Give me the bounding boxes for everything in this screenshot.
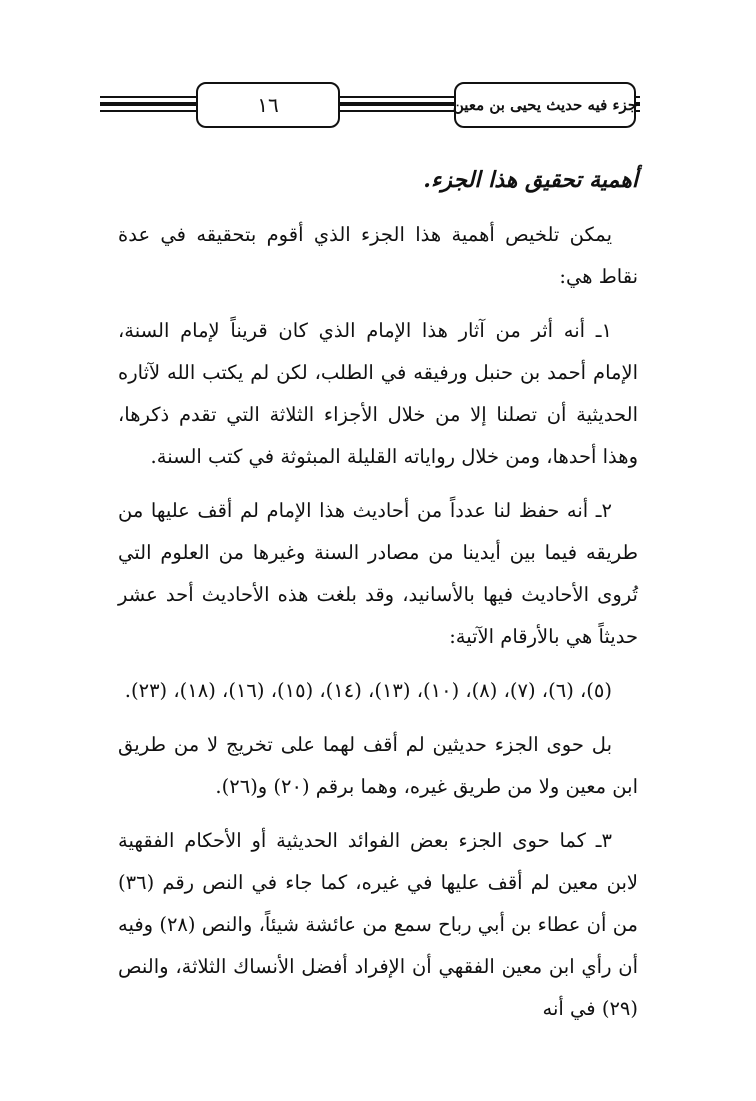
book-title: جزء فيه حديث يحيى بن معين <box>454 82 636 128</box>
page-body <box>118 160 638 1042</box>
section-heading: أهمية تحقيق هذا الجزء. <box>423 167 638 193</box>
paragraph-point-2: ٢ـ أنه حفظ لنا عدداً من أحاديث هذا الإمام لم أقف عليها من طريقه فيما بين أيدينا من مصادر السنة وغيرها من العلوم التي تُروى الأحاديث فيها بالأسانيد، وقد بلغت هذه الأحاديث أحد عشر حديثاً هي بالأرقام الآتية: <box>118 499 638 648</box>
paragraph-hadith-numbers: (٥)، (٦)، (٧)، (٨)، (١٠)، (١٣)، (١٤)، (١٥)، (١٦)، (١٨)، (٢٣). <box>124 679 612 702</box>
paragraph-point-3: ٣ـ كما حوى الجزء بعض الفوائد الحديثية أو الأحكام الفقهية لابن معين لم أقف عليها في غيره، كما جاء في النص رقم (٣٦) من أن عطاء بن أبي رباح سمع من عائشة شيئاً، والنص (٢٨) وفيه أن رأي ابن معين الفقهي أن الإفراد أفضل الأنساك الثلاثة، والنص (٢٩) في أنه <box>118 829 638 1020</box>
paragraph-two-hadiths: بل حوى الجزء حديثين لم أقف لهما على تخريج لا من طريق ابن معين ولا من طريق غيره، وهما برقم (٢٠) و(٢٦). <box>118 733 638 798</box>
page-header <box>100 82 640 138</box>
paragraph-point-1: ١ـ أنه أثر من آثار هذا الإمام الذي كان قريناً لإمام السنة، الإمام أحمد بن حنبل ورفيقه في الطلب، لكن لم يكتب الله لآثاره الحديثية أن تصلنا إلا من خلال الأجزاء الثلاثة التي تقدم ذكرها، وهذا أحدها، ومن خلال رواياته القليلة المبثوثة في كتب السنة. <box>118 319 638 468</box>
page-number: ١٦ <box>196 82 340 128</box>
paragraph-intro: يمكن تلخيص أهمية هذا الجزء الذي أقوم بتحقيقه في عدة نقاط هي: <box>118 223 638 288</box>
